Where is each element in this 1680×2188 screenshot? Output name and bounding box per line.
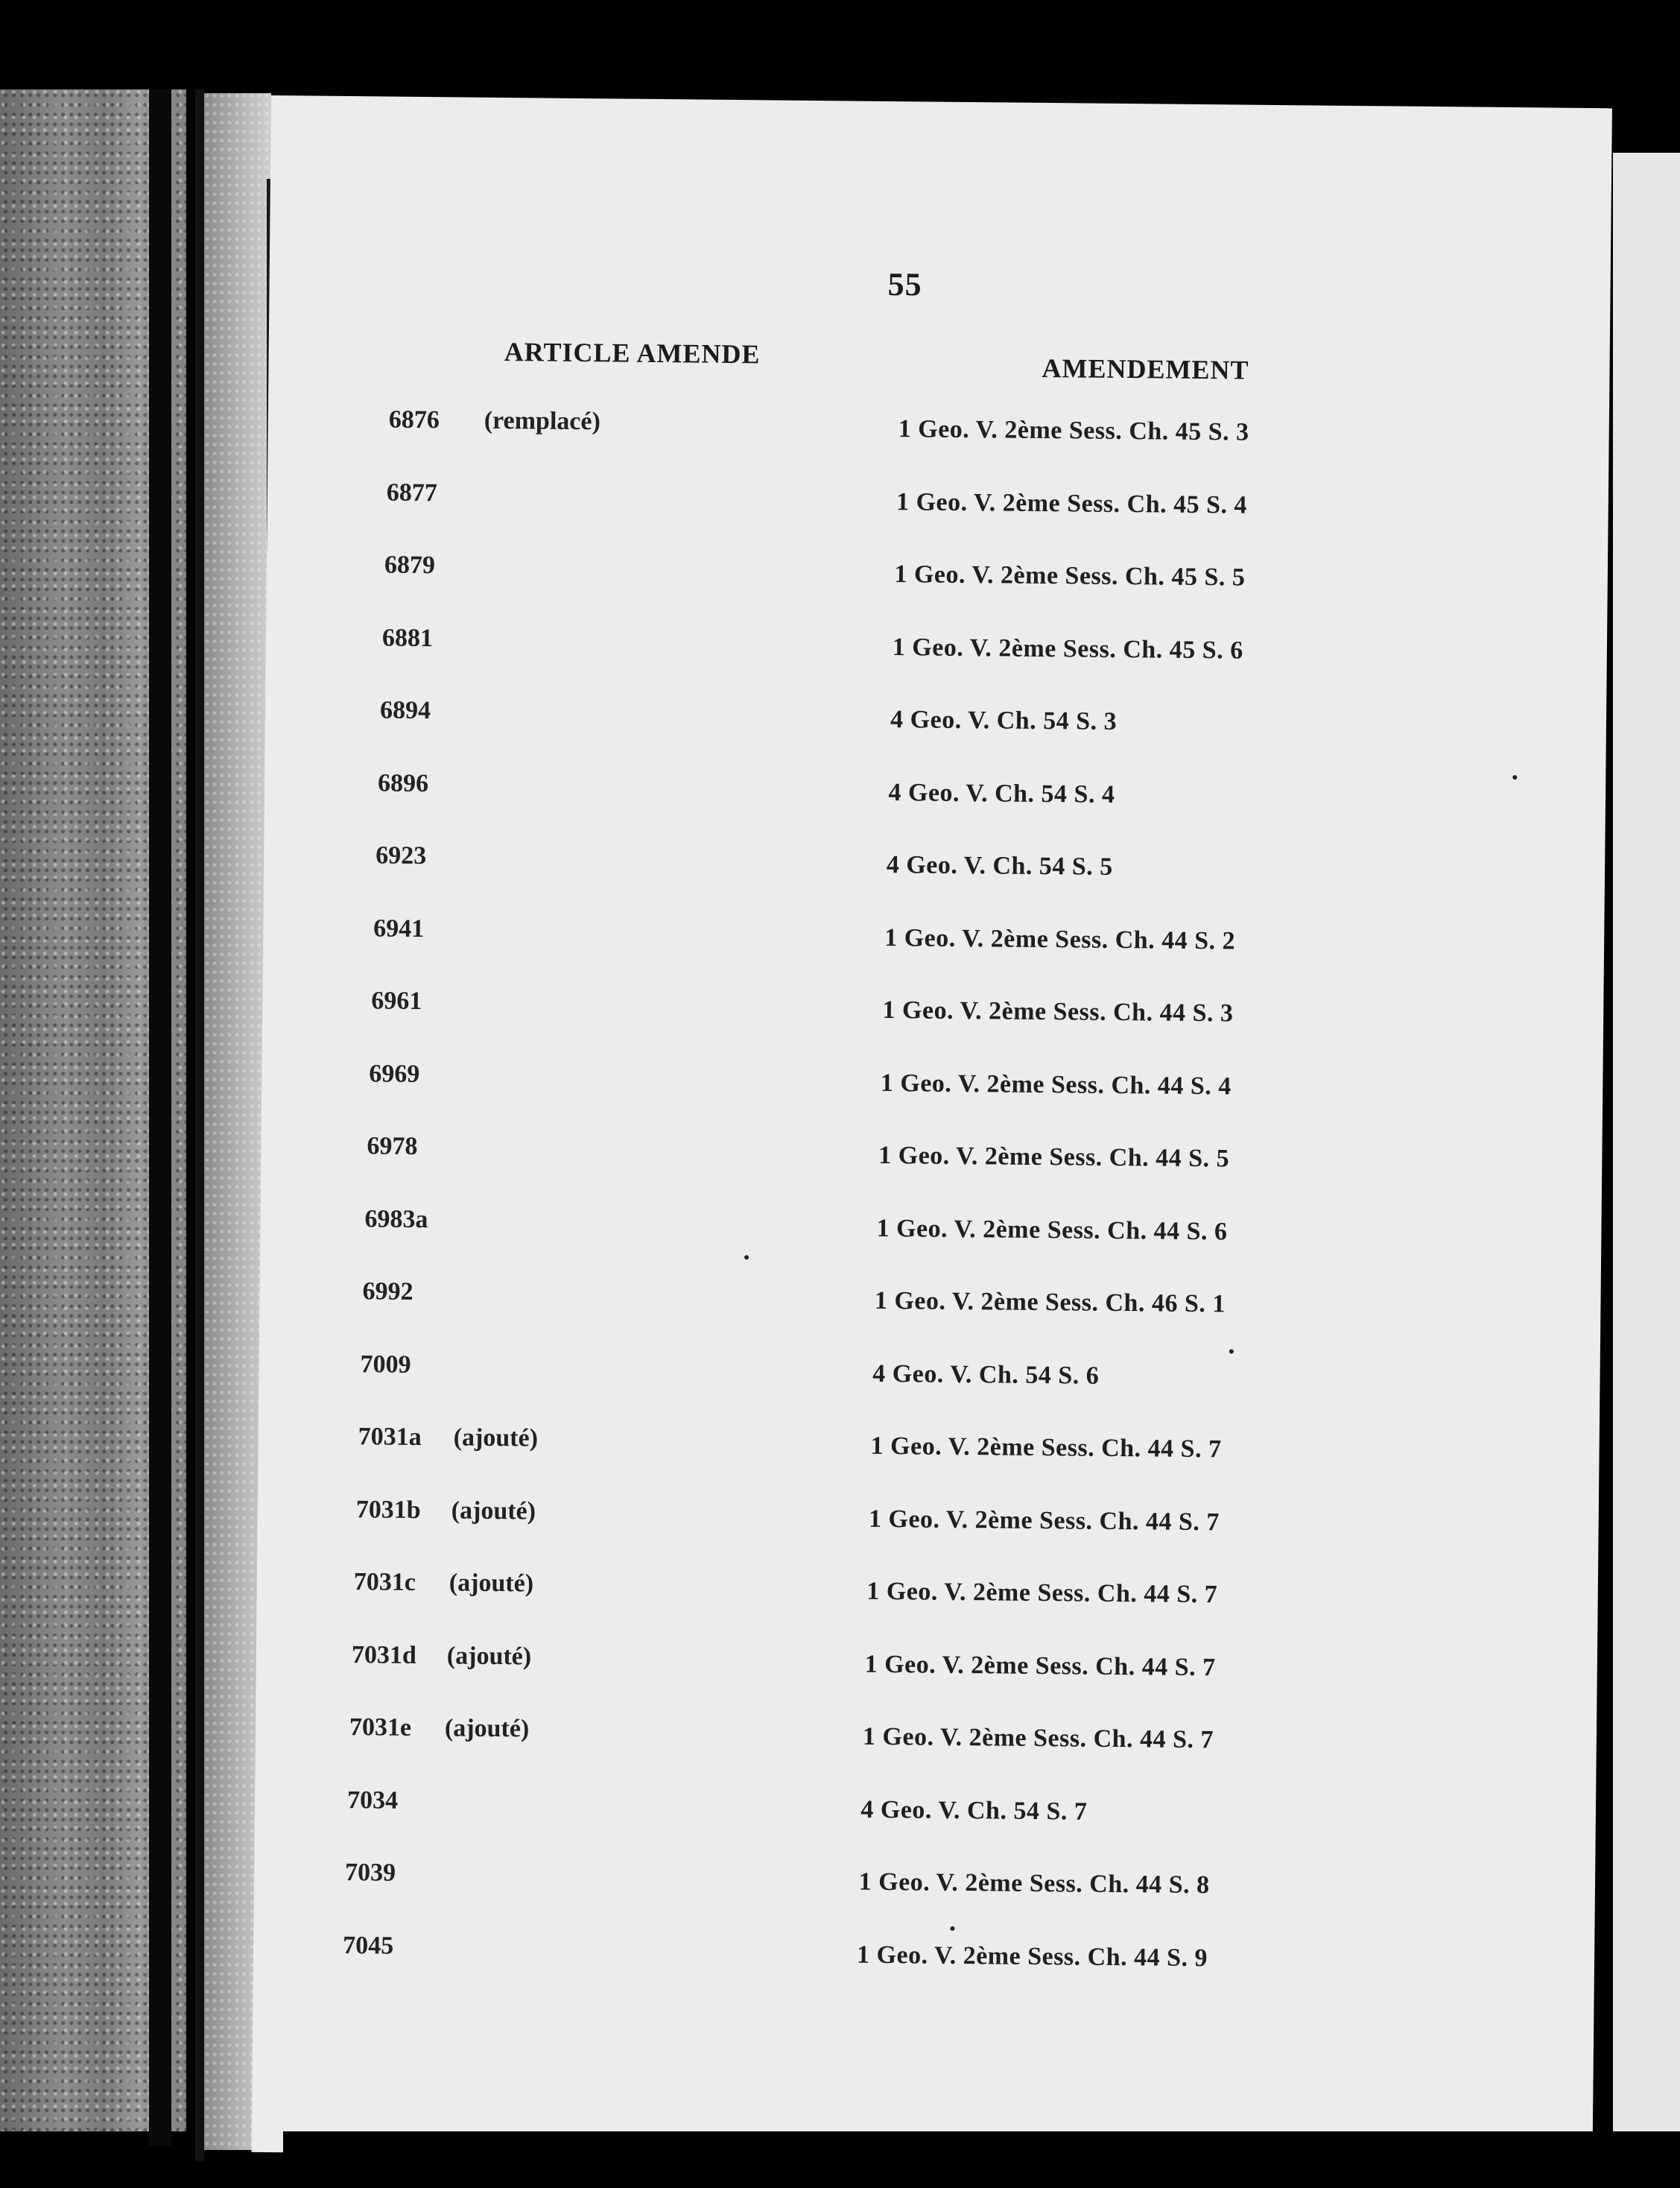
table-row-article: [364, 1205, 460, 1234]
table-row-amendment: 1 Geo. V. 2ème Sess. Ch. 45 S. 6: [892, 633, 1243, 665]
ink-speck: [950, 1926, 954, 1931]
table-row-amendment: 1 Geo. V. 2ème Sess. Ch. 44 S. 7: [870, 1432, 1222, 1464]
table-row-article: [358, 1423, 539, 1452]
article-number: 7031d: [351, 1640, 417, 1669]
article-number: 6941: [373, 914, 425, 943]
ink-speck: [744, 1255, 749, 1259]
table-row-article: [354, 1568, 534, 1598]
table-row-article: [360, 1350, 455, 1379]
bottom-shadow: [283, 2131, 1680, 2188]
table-row-article: [345, 1859, 440, 1888]
article-number: 7031b: [355, 1495, 421, 1524]
table-row-article: [343, 1932, 438, 1961]
article-number: 6992: [362, 1277, 413, 1306]
table-row-amendment: 4 Geo. V. Ch. 54 S. 4: [888, 778, 1115, 809]
table-row-amendment: 4 Geo. V. Ch. 54 S. 6: [872, 1359, 1100, 1390]
table-row-amendment: 1 Geo. V. 2ème Sess. Ch. 44 S. 3: [882, 996, 1234, 1028]
article-number: 6961: [371, 987, 422, 1015]
article-number: 6896: [377, 768, 429, 797]
column-header-amendment: AMENDEMENT: [1042, 352, 1249, 385]
article-number: 6876: [388, 405, 440, 434]
table-row-amendment: 1 Geo. V. 2ème Sess. Ch. 44 S. 9: [856, 1941, 1208, 1972]
ink-speck: [1229, 1349, 1234, 1353]
article-number: 7009: [360, 1350, 411, 1379]
table-row-amendment: 4 Geo. V. Ch. 54 S. 7: [860, 1795, 1088, 1826]
binding-gutter-line: [195, 89, 204, 2161]
article-number: 6877: [386, 478, 438, 507]
table-row-article: [375, 841, 471, 870]
table-row-amendment: 1 Geo. V. 2ème Sess. Ch. 44 S. 2: [884, 923, 1236, 955]
page-number: 55: [887, 265, 922, 303]
table-row-article: [384, 551, 480, 580]
article-number: 7031e: [349, 1713, 412, 1742]
table-row-article: [371, 987, 466, 1016]
article-note: (ajouté): [453, 1423, 539, 1452]
table-row-article: [382, 624, 478, 653]
article-note: (ajouté): [448, 1569, 534, 1598]
table-row-amendment: 4 Geo. V. Ch. 54 S. 5: [886, 850, 1113, 881]
table-row-article: [380, 696, 475, 725]
article-number: 6879: [384, 551, 436, 580]
table-row-amendment: 4 Geo. V. Ch. 54 S. 3: [890, 706, 1118, 736]
article-note: (ajouté): [446, 1641, 532, 1670]
table-row-amendment: 1 Geo. V. 2ème Sess. Ch. 44 S. 4: [880, 1069, 1232, 1100]
article-number: 7045: [343, 1931, 394, 1960]
article-note: (remplacé): [484, 406, 601, 436]
table-row-article: [369, 1060, 464, 1089]
article-number: 7031c: [353, 1568, 416, 1596]
binding-gutter: [149, 89, 171, 2146]
table-row-article: [356, 1496, 536, 1525]
next-page-edge: [1613, 153, 1680, 2165]
article-number: 6969: [369, 1059, 420, 1088]
article-number: 6978: [367, 1132, 418, 1160]
table-row-article: [352, 1641, 532, 1671]
table-row-article: [387, 478, 482, 508]
column-header-article: ARTICLE AMENDE: [504, 337, 761, 370]
table-row-amendment: 1 Geo. V. 2ème Sess. Ch. 44 S. 8: [858, 1868, 1210, 1900]
document-page: [252, 95, 1612, 2165]
table-row-amendment: 1 Geo. V. 2ème Sess. Ch. 45 S. 3: [898, 415, 1249, 446]
table-row-article: [389, 406, 600, 437]
table-row-amendment: 1 Geo. V. 2ème Sess. Ch. 44 S. 7: [866, 1577, 1218, 1609]
table-row-article: [347, 1786, 443, 1815]
table-row-amendment: 1 Geo. V. 2ème Sess. Ch. 44 S. 7: [864, 1650, 1216, 1681]
article-number: 6983a: [364, 1204, 428, 1233]
article-number: 7039: [344, 1859, 396, 1887]
table-row-amendment: 1 Geo. V. 2ème Sess. Ch. 44 S. 5: [878, 1141, 1230, 1173]
ink-speck: [1512, 775, 1517, 780]
table-row-amendment: 1 Geo. V. 2ème Sess. Ch. 45 S. 5: [894, 560, 1246, 592]
table-row-amendment: 1 Geo. V. 2ème Sess. Ch. 44 S. 7: [862, 1722, 1214, 1754]
article-note: (ajouté): [451, 1496, 536, 1525]
article-number: 7034: [346, 1786, 399, 1815]
article-number: 6923: [375, 841, 427, 870]
article-number: 7031a: [358, 1423, 422, 1452]
table-row-article: [378, 769, 473, 798]
article-number: 6894: [379, 696, 431, 725]
table-row-article: [367, 1132, 462, 1161]
table-row-amendment: 1 Geo. V. 2ème Sess. Ch. 44 S. 7: [868, 1505, 1220, 1536]
table-row-amendment: 1 Geo. V. 2ème Sess. Ch. 46 S. 1: [874, 1286, 1226, 1318]
table-row-amendment: 1 Geo. V. 2ème Sess. Ch. 44 S. 6: [876, 1214, 1228, 1245]
table-row-amendment: 1 Geo. V. 2ème Sess. Ch. 45 S. 4: [896, 487, 1248, 519]
table-row-article: [362, 1277, 457, 1306]
article-number: 6881: [381, 623, 434, 652]
table-row-article: [349, 1713, 530, 1743]
article-note: (ajouté): [444, 1714, 530, 1743]
table-row-article: [373, 914, 469, 943]
